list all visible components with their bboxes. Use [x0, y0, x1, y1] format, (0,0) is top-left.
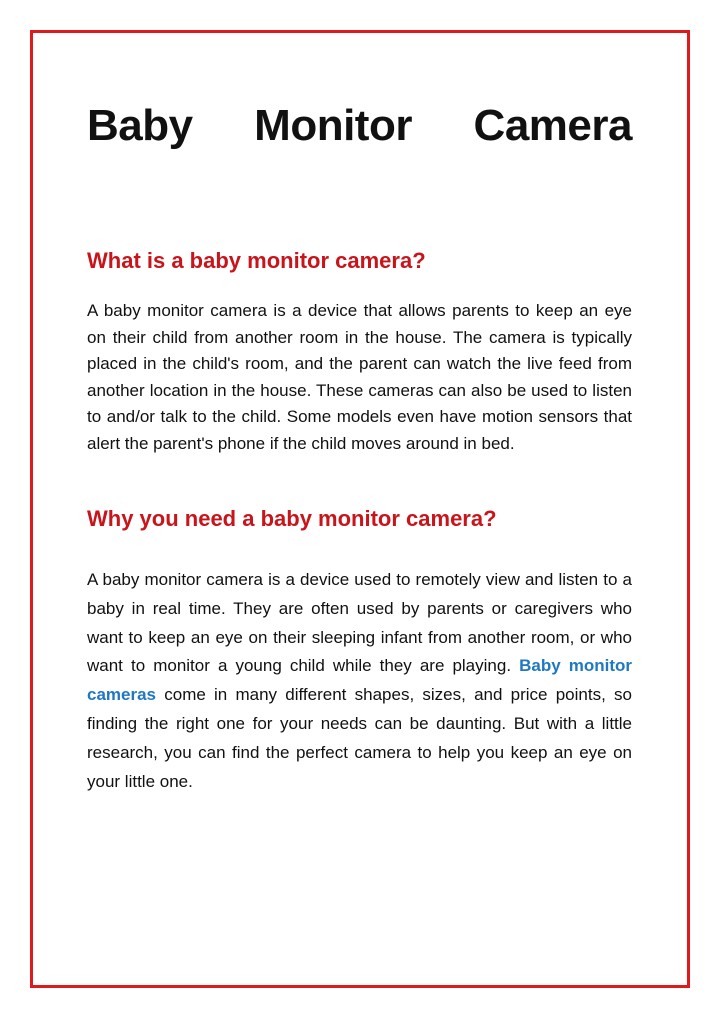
- paragraph-text-after-link: come in many different shapes, sizes, and price points, so finding the right one for your needs can be daunting. But with a little research, you can find the perfect camera to help you keep an eye on your little one.: [87, 685, 632, 791]
- section-paragraph-what-is: A baby monitor camera is a device that allows parents to keep an eye on their child from another room in the house. The camera is typically placed in the child's room, and the parent can watch the live feed from another location in the house. These cameras can also be used to listen to and/or talk to the child. Some models even have motion sensors that alert the parent's phone if the child moves around in bed.: [87, 301, 632, 453]
- paragraph-text-before-link: A baby monitor camera is a device used to remotely view and listen to a baby in real time. They are often used by parents or caregivers who want to keep an eye on their sleeping infant from another room, or who want to monitor a young child while they are playing.: [87, 570, 632, 676]
- title-word-camera: Camera: [473, 101, 632, 150]
- baby-monitor-cameras-link[interactable]: Baby monitor cameras: [87, 656, 633, 705]
- section-heading-what-is: What is a baby monitor camera?: [87, 248, 426, 273]
- document-title: [87, 98, 632, 154]
- title-word-baby: Baby: [87, 101, 193, 150]
- section-heading-why-need: Why you need a baby monitor camera?: [87, 506, 497, 531]
- title-word-monitor: Monitor: [254, 101, 412, 150]
- section-paragraph-why-need: [87, 566, 632, 796]
